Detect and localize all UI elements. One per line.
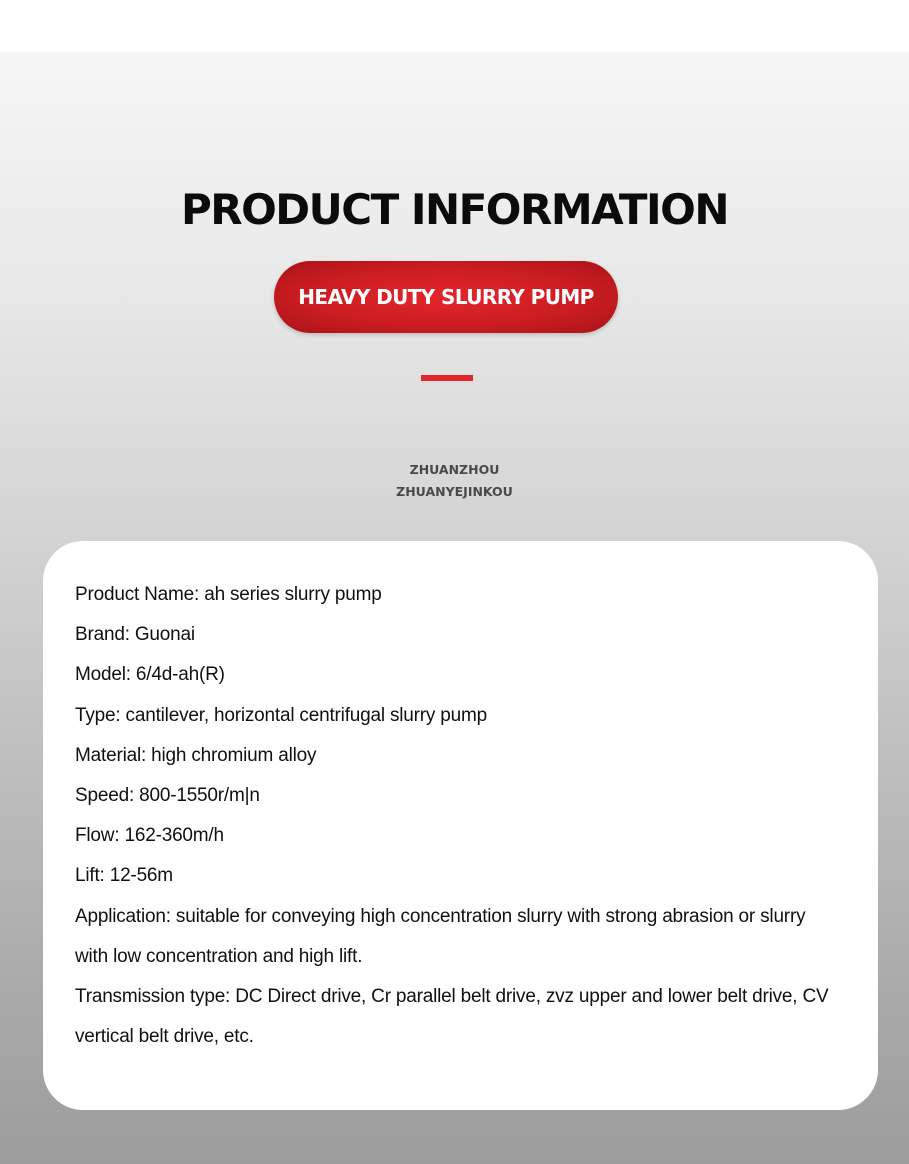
spec-type: Type: cantilever, horizontal centrifugal slurry pump [75, 704, 488, 726]
company-name [0, 459, 909, 503]
spec-flow: Flow: 162-360m/h [75, 825, 224, 847]
spec-speed: Speed: 800-1550r/m|n [75, 785, 260, 807]
spec-model: Model: 6/4d-ah(R) [75, 664, 225, 686]
accent-divider [421, 375, 473, 381]
company-name-line-1: ZHUANZHOU [409, 462, 500, 477]
top-white-strip [0, 0, 909, 52]
spec-card [43, 541, 878, 1110]
spec-brand: Brand: Guonai [75, 624, 195, 646]
page-title: PRODUCT INFORMATION [180, 185, 729, 234]
spec-transmission: Transmission type: DC Direct drive, Cr parallel belt drive, zvz upper and lower belt drive, CV vertical belt drive, etc. [75, 986, 829, 1048]
company-name-line-2: ZHUANYEJINKOU [396, 484, 513, 499]
spec-product-name: Product Name: ah series slurry pump [75, 584, 382, 605]
product-badge [274, 261, 618, 333]
product-badge-label: HEAVY DUTY SLURRY PUMP [298, 285, 594, 309]
spec-lift: Lift: 12-56m [75, 865, 173, 887]
spec-application: Application: suitable for conveying high concentration slurry with strong abrasion or slurry with low concentration and high lift. [75, 905, 806, 967]
spec-material: Material: high chromium alloy [75, 744, 317, 766]
